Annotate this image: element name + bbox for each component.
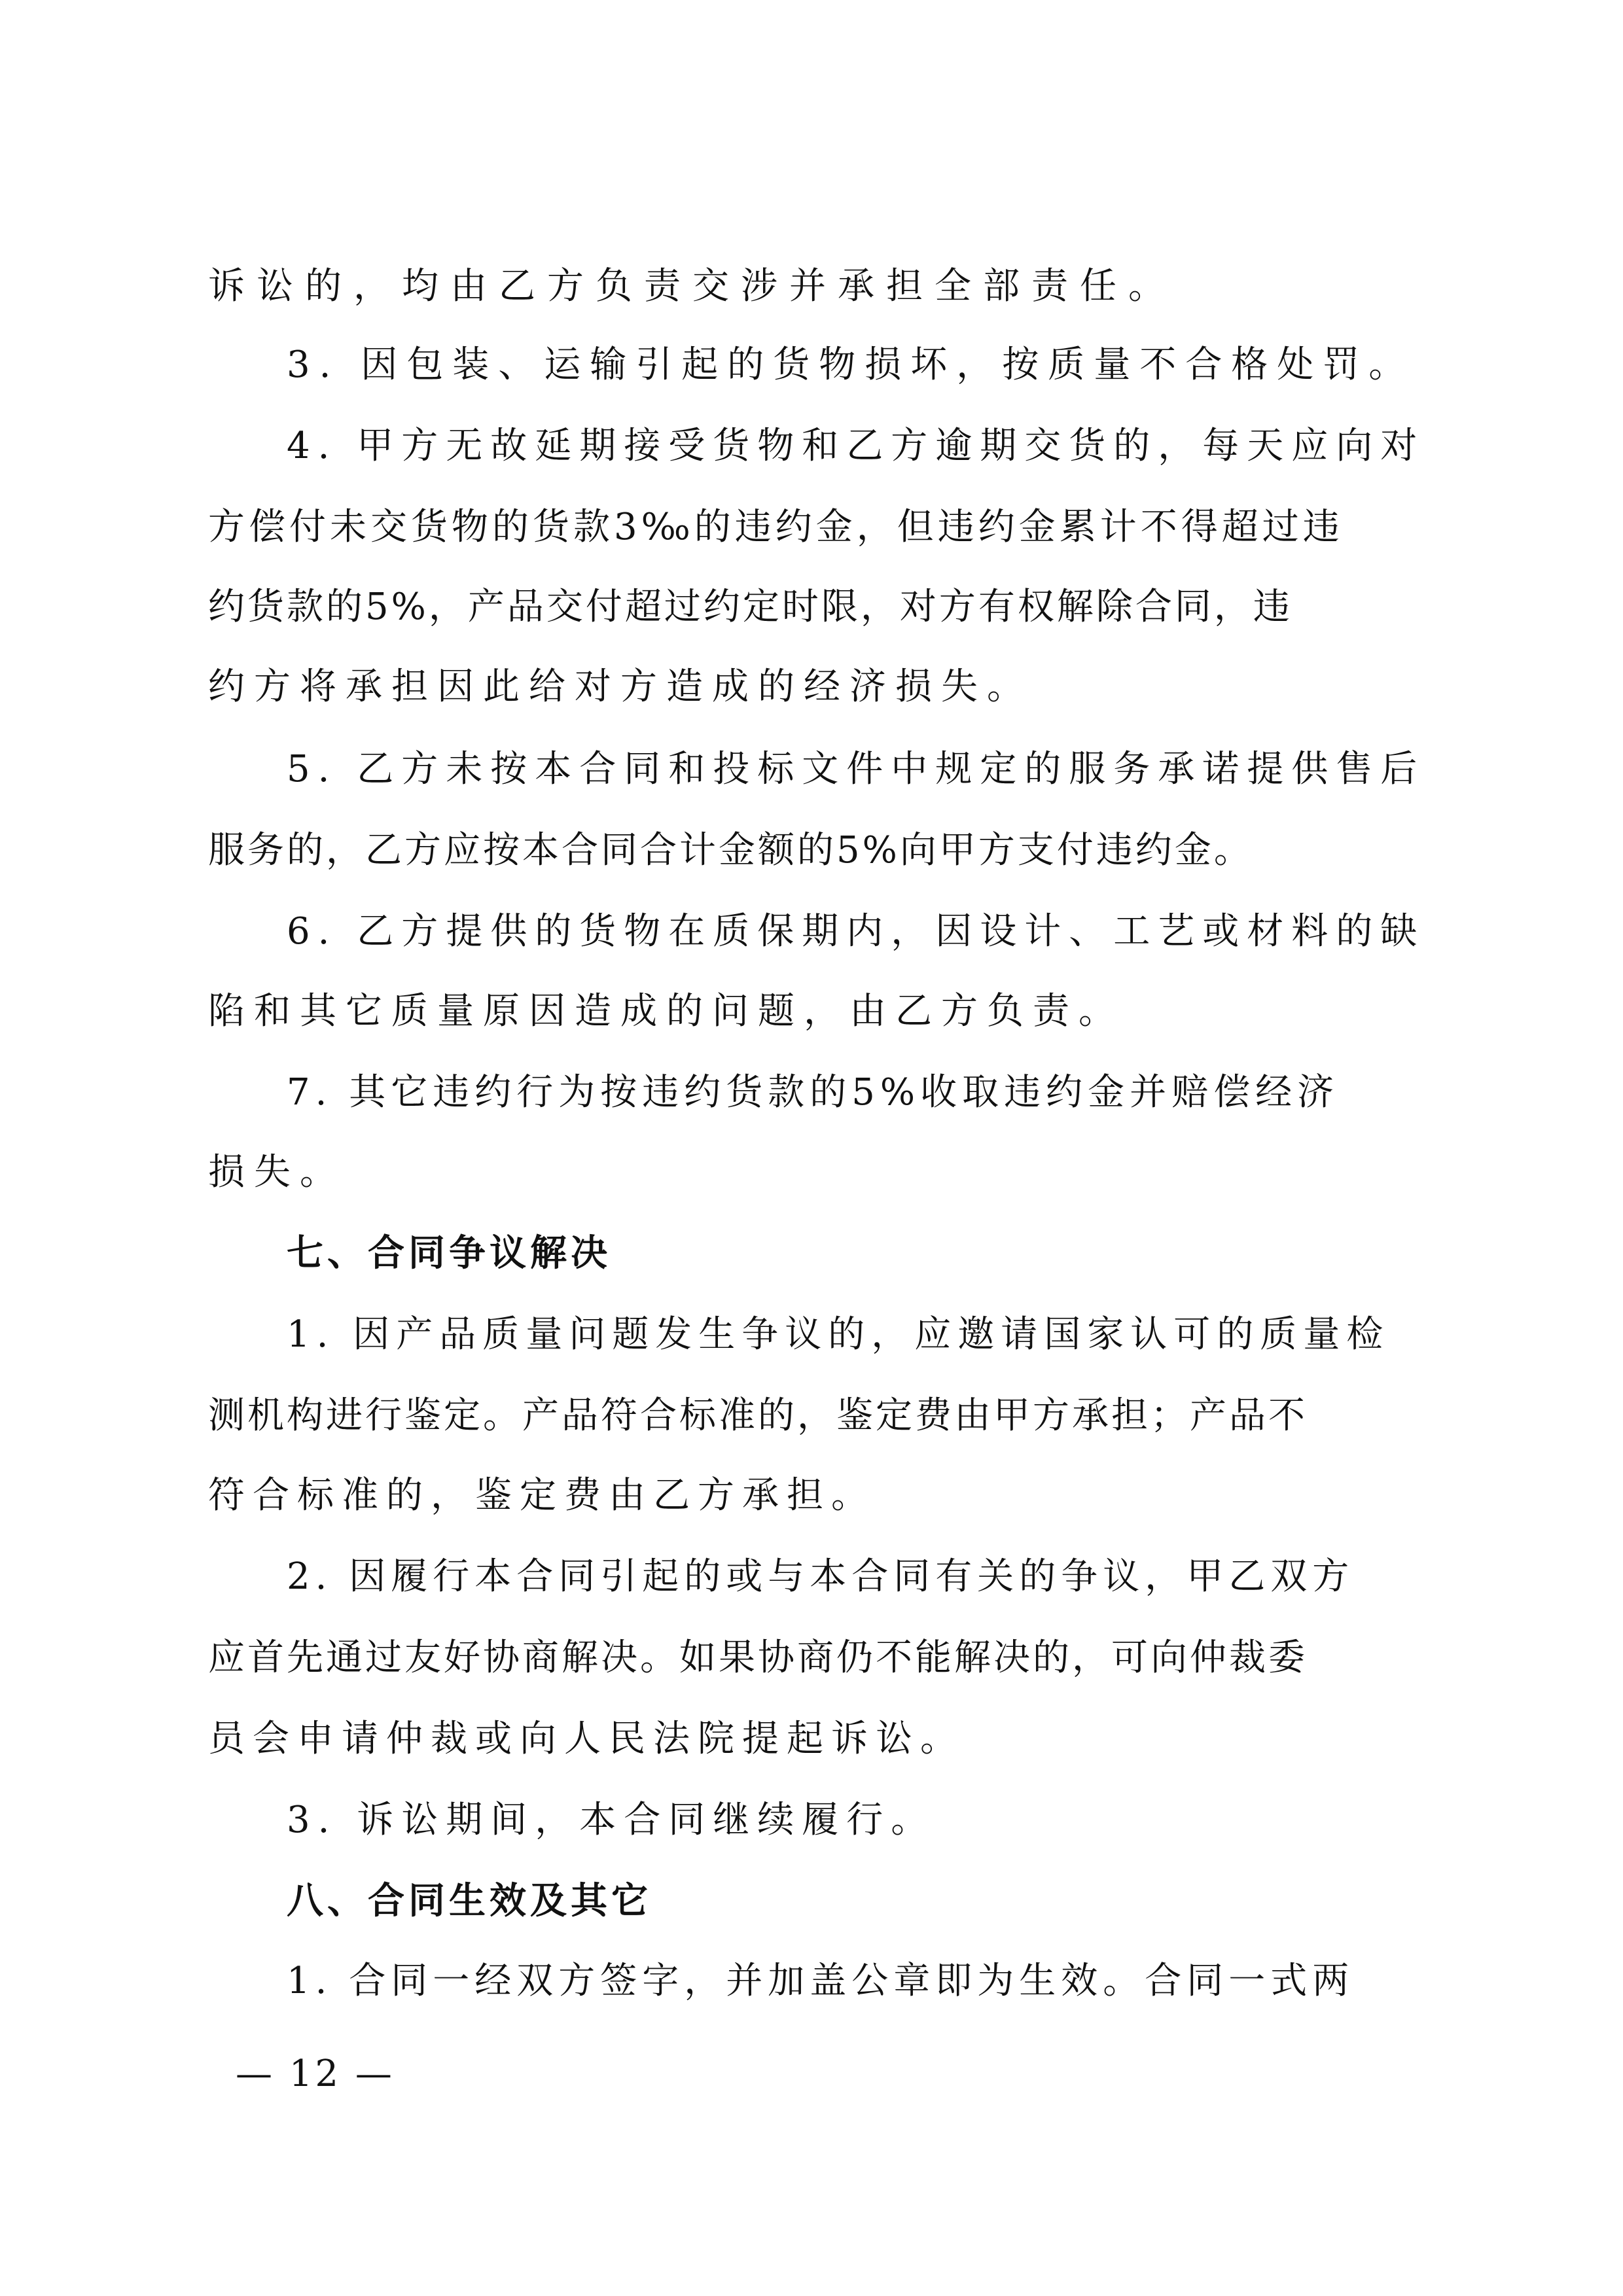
text-line-15: 符合标准的，鉴定费由乙方承担。 [208, 1474, 876, 1517]
text-line-5: 约货款的5%，产品交付超过约定时限，对方有权解除合同，违 [208, 586, 1293, 628]
text-line-4: 方偿付未交货物的货款3‰的违约金，但违约金累计不得超过违 [208, 506, 1344, 548]
text-line-7: 5. 乙方未按本合同和投标文件中规定的服务承诺提供售后 [287, 748, 1425, 790]
text-line-12: 损失。 [208, 1151, 346, 1193]
text-line-10: 陷和其它质量原因造成的问题，由乙方负责。 [208, 990, 1124, 1033]
section-heading-8: 八、合同生效及其它 [287, 1880, 652, 1922]
text-line-17: 应首先通过友好协商解决。如果协商仍不能解决的，可向仲裁委 [208, 1636, 1308, 1679]
text-line-2: 3. 因包装、运输引起的货物损坏，按质量不合格处罚。 [287, 344, 1415, 386]
page-number: — 12 — [236, 2053, 395, 2095]
section-heading-7: 七、合同争议解决 [287, 1232, 611, 1275]
text-line-8: 服务的，乙方应按本合同合计金额的5%向甲方支付违约金。 [208, 829, 1253, 872]
text-line-1: 诉讼的，均由乙方负责交涉并承担全部责任。 [208, 265, 1177, 308]
text-line-18: 员会申请仲裁或向人民法院提起诉讼。 [208, 1718, 965, 1760]
text-line-6: 约方将承担因此给对方造成的经济损失。 [208, 665, 1033, 708]
text-line-13: 1. 因产品质量问题发生争议的，应邀请国家认可的质量检 [287, 1313, 1390, 1356]
text-line-11: 7. 其它违约行为按违约货款的5%收取违约金并赔偿经济 [287, 1071, 1340, 1114]
text-line-14: 测机构进行鉴定。产品符合标准的，鉴定费由甲方承担；产品不 [208, 1394, 1308, 1437]
text-line-19: 3. 诉讼期间，本合同继续履行。 [287, 1799, 936, 1841]
text-line-20: 1. 合同一经双方签字，并加盖公章即为生效。合同一式两 [287, 1960, 1355, 2002]
text-line-9: 6. 乙方提供的货物在质保期内，因设计、工艺或材料的缺 [287, 910, 1425, 953]
text-line-16: 2. 因履行本合同引起的或与本合同有关的争议，甲乙双方 [287, 1555, 1355, 1598]
text-line-3: 4. 甲方无故延期接受货物和乙方逾期交货的，每天应向对 [287, 425, 1425, 467]
